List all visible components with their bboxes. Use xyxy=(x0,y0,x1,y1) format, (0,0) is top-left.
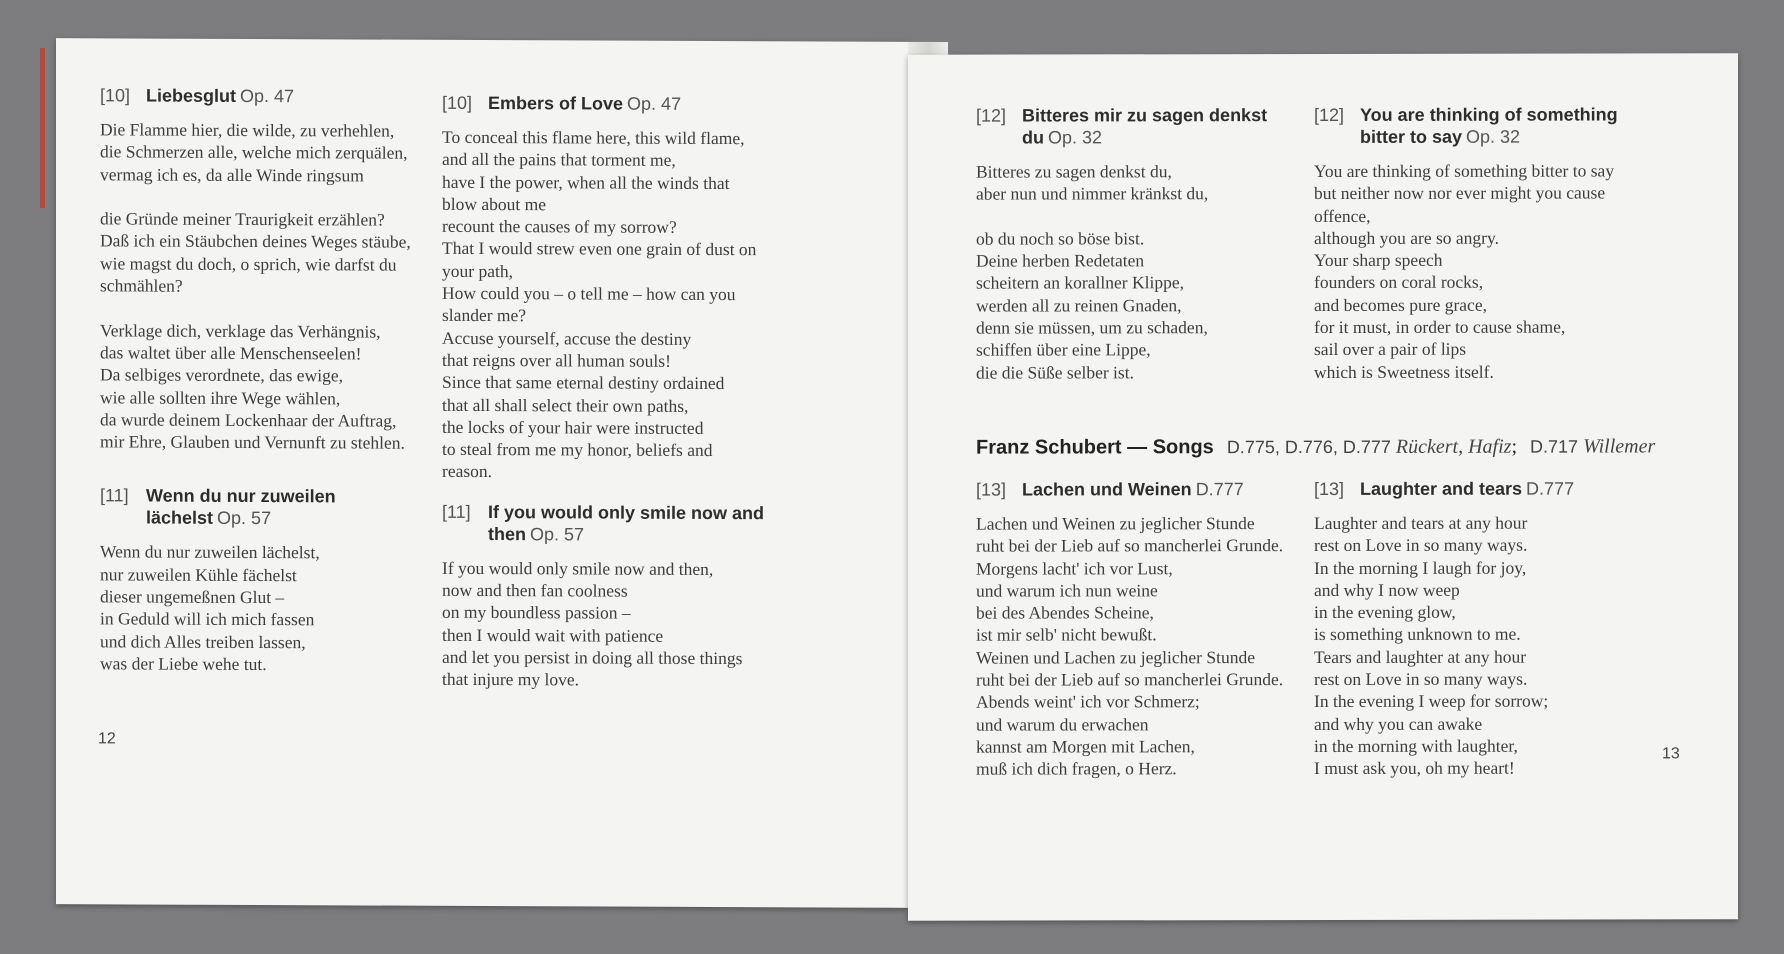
track-title: Laughter and tears xyxy=(1360,478,1523,499)
poem-text: Wenn du nur zuweilen lächelst, nur zuweilen Kühle fächelst dieser ungemeßnen Glut – in Geduld will ich mich fassen und dich Alles treiben lassen, was der Liebe wehe tut. xyxy=(100,541,320,674)
poem-text: Bitteres zu sagen denkst du, aber nun und nimmer kränkst du, ob du noch so böse bist. Deine herben Redetaten scheitern an korallner Klippe, werden all zu reinen Gnaden, denn sie müssen, um zu schaden, schiffen über eine Lippe, die die Süße selber ist. xyxy=(976,161,1209,383)
booklet-spread xyxy=(40,40,1738,906)
section-poet: Willemer xyxy=(1583,435,1656,458)
right-col-german-top xyxy=(976,104,1296,384)
track-opus: Op. 57 xyxy=(217,508,272,529)
track-number: [11] xyxy=(442,501,471,522)
track-title: You are thinking of something bitter to say xyxy=(1360,104,1618,147)
track-number: [11] xyxy=(100,485,129,506)
poem-text: You are thinking of something bitter to say but neither now nor ever might you cause offence, although you are so angry. Your sharp speech founders on coral rocks, and becomes pure grace, for it must, in order to cause shame, sail over a pair of lips which is Sweetness itself. xyxy=(1314,160,1615,382)
right-col-english-top xyxy=(1314,103,1654,383)
track-number: [10] xyxy=(442,92,473,113)
poem-text: Lachen und Weinen zu jeglicher Stunde ruht bei der Lieb auf so mancherlei Grunde. Morgens lacht' ich vor Lust, und warum ich nun weine bei des Abendes Scheine, ist mir selb' nicht bewußt. Weinen und Lachen zu jeglicher Stunde ruht bei der Lieb auf so mancherlei Grunde. Abends weint' ich vor Schmerz; und warum du erwachen kannst am Morgen mit Lachen, muß ich dich fragen, o Herz. xyxy=(976,513,1284,779)
right-col-english-bottom xyxy=(1314,477,1644,779)
edge-mark xyxy=(40,48,45,208)
track-heading xyxy=(1314,477,1644,500)
track-title: If you would only smile now and then xyxy=(488,501,765,544)
track-heading xyxy=(976,478,1306,501)
track-heading xyxy=(1314,103,1654,148)
track-heading xyxy=(976,104,1296,149)
page-number: 13 xyxy=(1662,745,1680,763)
right-col-german-bottom xyxy=(976,478,1306,780)
track-title: Liebesglut xyxy=(146,85,237,106)
track-title: Embers of Love xyxy=(488,93,624,114)
page-number: 12 xyxy=(98,730,116,748)
left-page xyxy=(56,38,908,908)
track-title: Lachen und Weinen xyxy=(1022,479,1192,500)
left-col-german xyxy=(100,84,430,676)
track-heading xyxy=(442,501,778,546)
track-number: [12] xyxy=(976,105,1007,126)
right-page xyxy=(908,53,1738,920)
track-title: Bitteres mir zu sagen denkst du xyxy=(1022,105,1268,148)
poem-text: To conceal this flame here, this wild flame, and all the pains that torment me, have I the power, when all the winds that blow about me recount the causes of my sorrow? That I would strew even one grain of dust on your path, How could you – o tell me – how can you slander me? Accuse yourself, accuse the destiny that reigns over all human souls! Since that same eternal destiny ordained that all shall select their own paths, the locks of your hair were instructed to steal from me my honor, beliefs and reason. xyxy=(442,126,757,482)
track-opus: D.777 xyxy=(1195,479,1244,500)
left-col-english xyxy=(442,92,782,692)
track-heading xyxy=(442,92,782,115)
track-heading xyxy=(100,485,376,530)
section-heading: Franz Schubert — Songs D.775, D.776, D.777 Rückert, Hafiz; D.717 Willemer xyxy=(976,435,1656,459)
section-catalog: D.717 xyxy=(1530,436,1579,457)
section-title: Franz Schubert — Songs xyxy=(976,436,1214,459)
track-opus: Op. 57 xyxy=(530,523,585,545)
track-opus: Op. 47 xyxy=(627,93,682,114)
track-title: Wenn du nur zuweilen lächelst xyxy=(146,485,336,529)
track-number: [13] xyxy=(1314,478,1345,500)
track-opus: Op. 47 xyxy=(240,85,295,107)
track-number: [12] xyxy=(1314,104,1345,126)
track-opus: Op. 32 xyxy=(1466,126,1521,147)
section-catalog: D.775, D.776, D.777 xyxy=(1226,436,1391,458)
track-number: [13] xyxy=(976,479,1007,500)
section-poet: Rückert, Hafiz xyxy=(1395,435,1512,458)
track-opus: Op. 32 xyxy=(1048,127,1103,148)
poem-text: Laughter and tears at any hour rest on Love in so many ways. In the morning I laugh for joy, and why I now weep in the evening glow, is something unknown to me. Tears and laughter at any hour rest on Love in so many ways. In the evening I weep for sorrow; and why you can awake in the morning with laughter, I must ask you, oh my heart! xyxy=(1314,512,1549,779)
poem-text: If you would only smile now and then, now and then fan coolness on my boundless passion – then I would wait with patience and let you persist in doing all those things that injure my love. xyxy=(442,557,743,690)
track-heading xyxy=(100,84,430,107)
poem-text: Die Flamme hier, die wilde, zu verhehlen, die Schmerzen alle, welche mich zerquälen, vermag ich es, da alle Winde ringsum die Gründe meiner Traurigkeit erzählen? Daß ich ein Stäubchen deines Weges stäube, wie magst du doch, o sprich, wie darfst du schmählen? Verklage dich, verklage das Verhängnis, das waltet über alle Menschenseelen! Da selbiges verordnete, das ewige, wie alle sollten ihre Wege wählen, da wurde deinem Lockenhaar der Auftrag, mir Ehre, Glauben und Vernunft zu stehlen. xyxy=(100,119,411,453)
track-opus: D.777 xyxy=(1526,478,1575,499)
track-number: [10] xyxy=(100,85,131,106)
